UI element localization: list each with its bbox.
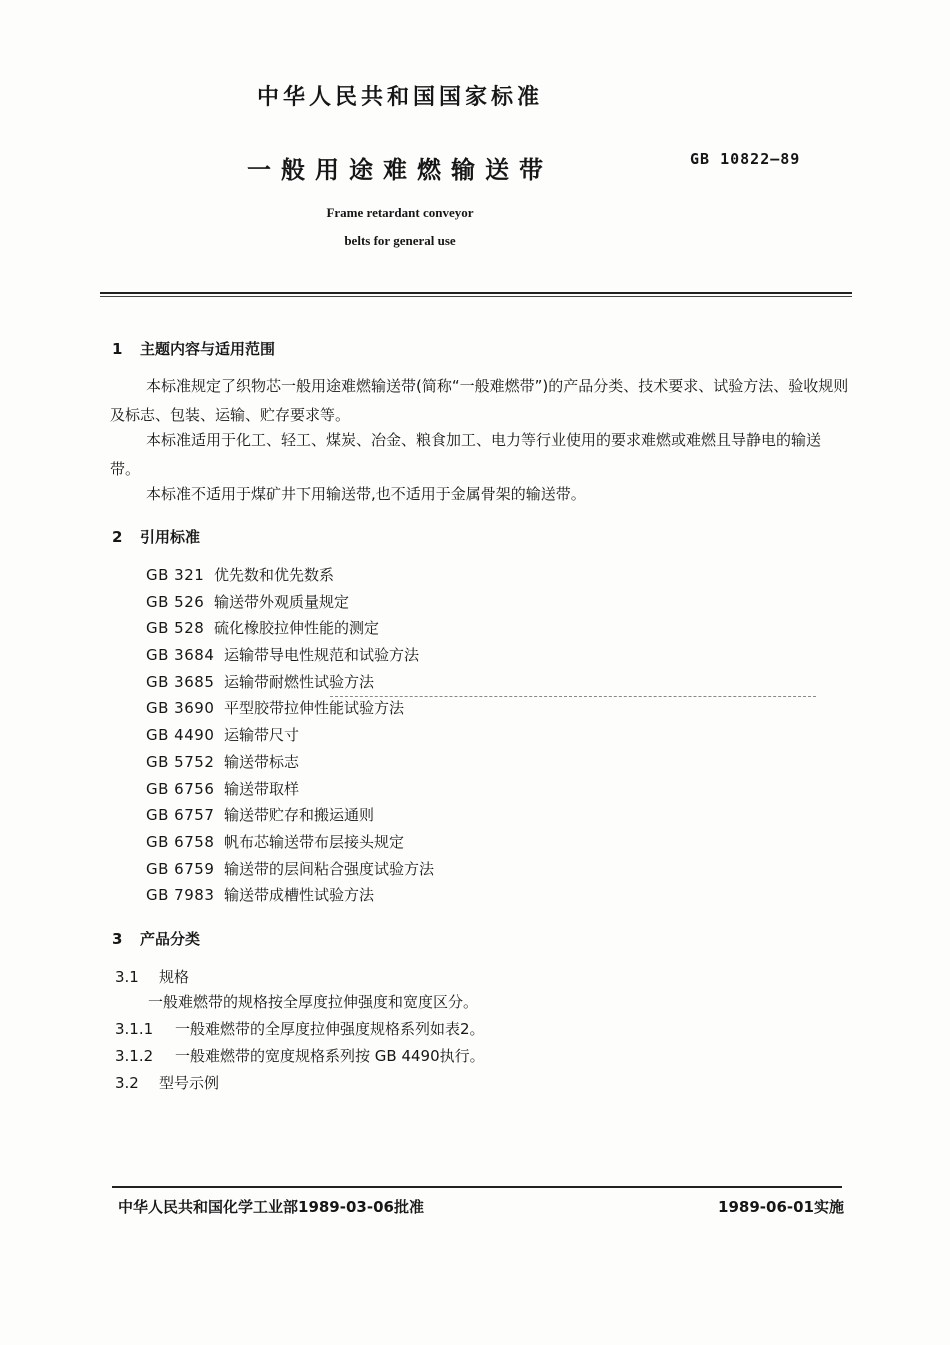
document-title: 一般用途难燃输送带 xyxy=(247,156,553,184)
list-item xyxy=(146,615,434,642)
section-1-heading xyxy=(112,338,275,359)
list-item xyxy=(146,669,434,696)
reference-standards-list xyxy=(146,562,434,909)
reference-title: 运输带尺寸 xyxy=(224,726,300,745)
reference-title: 输送带的层间粘合强度试验方法 xyxy=(224,859,435,878)
subsection-number: 3.1.2 xyxy=(115,1047,154,1065)
reference-code: GB 6759 xyxy=(146,859,215,878)
reference-code: GB 321 xyxy=(146,566,205,584)
list-item xyxy=(146,829,434,856)
list-item xyxy=(146,642,434,669)
section-3-heading xyxy=(112,928,200,949)
english-title-line2: belts for general use xyxy=(344,233,456,248)
section-1-paragraph-3: 本标准不适用于煤矿井下用输送带,也不适用于金属骨架的输送带。 xyxy=(146,485,586,503)
standard-number: GB 10822—89 xyxy=(690,150,801,168)
english-title-line1: Frame retardant conveyor xyxy=(326,205,474,220)
list-item xyxy=(146,562,434,589)
list-item xyxy=(146,749,434,776)
subsection-number: 3.2 xyxy=(115,1074,139,1092)
reference-code: GB 6758 xyxy=(146,832,215,851)
reference-title: 输送带外观质量规定 xyxy=(214,592,350,611)
reference-title: 优先数和优先数系 xyxy=(214,566,335,584)
reference-code: GB 3690 xyxy=(146,699,215,718)
subsection-text: 一般难燃带的全厚度拉伸强度规格系列如表2。 xyxy=(175,1020,485,1038)
subsection-text: 一般难燃带的宽度规格系列按 GB 4490执行。 xyxy=(175,1047,485,1065)
org-title: 中华人民共和国国家标准 xyxy=(256,85,543,110)
section-2-heading xyxy=(112,526,200,547)
subsection-3-2 xyxy=(115,1072,219,1093)
list-item xyxy=(146,882,434,909)
reference-title: 运输带导电性规范和试验方法 xyxy=(224,646,420,665)
section-title: 主题内容与适用范围 xyxy=(140,340,276,358)
reference-code: GB 3684 xyxy=(146,646,215,665)
header-divider-thin xyxy=(100,296,852,297)
section-title: 引用标准 xyxy=(140,528,201,546)
approval-line: 中华人民共和国化学工业部1989-03-06批准 xyxy=(118,1198,424,1216)
section-number: 2 xyxy=(112,528,123,546)
list-item xyxy=(146,856,434,883)
subsection-3-1-2 xyxy=(115,1045,485,1066)
reference-title: 输送带成槽性试验方法 xyxy=(224,886,375,905)
list-item xyxy=(146,589,434,616)
subsection-title: 型号示例 xyxy=(159,1074,220,1092)
list-item xyxy=(146,695,434,722)
subsection-3-1-text: 一般难燃带的规格按全厚度拉伸强度和宽度区分。 xyxy=(148,993,479,1011)
subsection-number: 3.1.1 xyxy=(115,1020,154,1038)
section-title: 产品分类 xyxy=(140,930,201,948)
reference-title: 平型胶带拉伸性能试验方法 xyxy=(224,699,405,718)
reference-title: 硫化橡胶拉伸性能的测定 xyxy=(214,619,380,638)
reference-title: 帆布芯输送带布层接头规定 xyxy=(224,832,405,851)
section-1-paragraph-1: 本标准规定了织物芯一般用途难燃输送带(简称“一般难燃带”)的产品分类、技术要求、试验方法、验收规则及标志、包装、运输、贮存要求等。 xyxy=(110,377,849,424)
effective-date: 1989-06-01实施 xyxy=(718,1198,844,1216)
reference-title: 输送带贮存和搬运通则 xyxy=(224,806,375,825)
footer-divider xyxy=(112,1186,842,1188)
section-number: 3 xyxy=(112,930,123,948)
reference-title: 运输带耐燃性试验方法 xyxy=(224,672,375,691)
subsection-number: 3.1 xyxy=(115,968,139,986)
section-1-paragraph-2: 本标准适用于化工、轻工、煤炭、冶金、粮食加工、电力等行业使用的要求难燃或难燃且导静电的输送带。 xyxy=(110,431,822,478)
reference-code: GB 528 xyxy=(146,619,205,638)
list-item xyxy=(146,802,434,829)
header-divider-thick xyxy=(100,292,852,294)
reference-code: GB 526 xyxy=(146,592,205,611)
list-item xyxy=(146,722,434,749)
reference-code: GB 7983 xyxy=(146,886,215,905)
reference-code: GB 6756 xyxy=(146,779,215,798)
reference-code: GB 5752 xyxy=(146,752,215,771)
reference-code: GB 3685 xyxy=(146,672,215,691)
subsection-title: 规格 xyxy=(159,968,190,986)
subsection-3-1-1 xyxy=(115,1018,485,1039)
reference-code: GB 6757 xyxy=(146,806,215,825)
reference-title: 输送带取样 xyxy=(224,779,300,798)
list-item xyxy=(146,776,434,803)
subsection-3-1 xyxy=(115,966,189,987)
section-number: 1 xyxy=(112,340,123,358)
reference-title: 输送带标志 xyxy=(224,752,300,771)
reference-code: GB 4490 xyxy=(146,726,215,745)
